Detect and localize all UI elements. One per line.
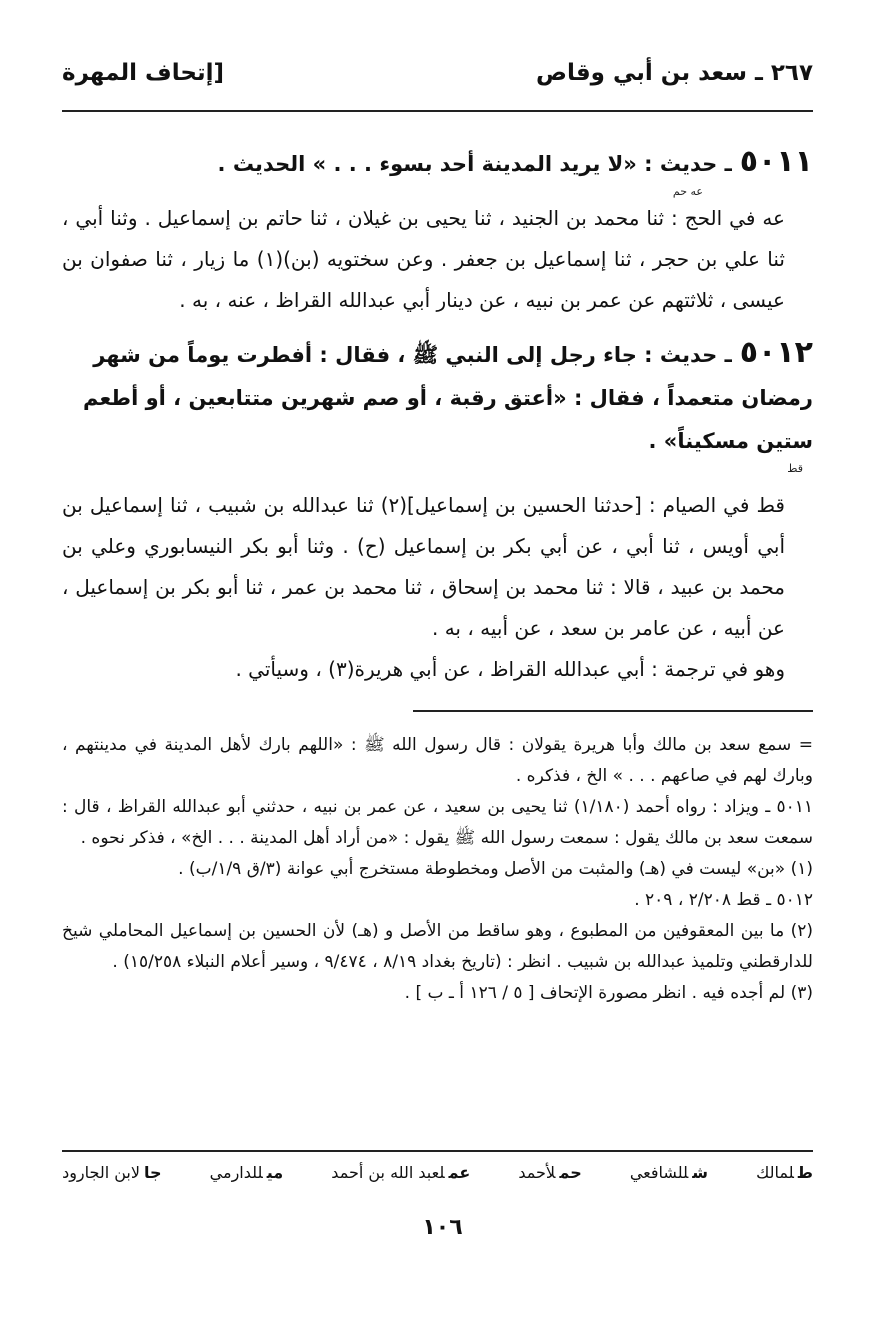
abbrev-item: ميللدارمي — [209, 1163, 284, 1182]
book-title: [إتحاف المهرة — [62, 60, 224, 86]
footnote: (٢) ما بين المعقوفين من المطبوع ، وهو ساقط من الأصل و (هـ) لأن الحسين بن إسماعيل المحاملي شيخ للدارقطني وتلميذ عبدالله بن شبيب . انظر : (تاريخ بغداد ٨/١٩ ، ٩/٤٧٤ ، وسير أعلام النبلاء ١٥/٢٥٨) . — [62, 921, 813, 972]
page-number: ١٠٦ — [422, 1215, 463, 1240]
footnote: ٥٠١١ ـ ويزاد : رواه أحمد (١/١٨٠) ثنا يحيى بن سعيد ، عن عمر بن نبيه ، حدثني أبو عبدالله القراظ ، قال : سمعت سعد بن مالك يقول : سمعت رسول الله ﷺ يقول : «من أراد أهل المدينة . . . الخ» ، فذكر نحوه . — [62, 797, 813, 848]
main-text — [62, 140, 813, 690]
entry-5012-tail: وهو في ترجمة : أبي عبدالله القراظ ، عن أبي هريرة(٣) ، وسيأتي . — [235, 657, 785, 681]
footer-rule — [62, 1150, 813, 1152]
abbrev-item: جالابن الجارود — [62, 1163, 162, 1182]
entry-5011-text: عه في الحج : ثنا محمد بن الجنيد ، ثنا يحيى بن غيلان ، ثنا حاتم بن إسماعيل . وثنا أبي ، ثنا علي بن حجر ، ثنا إسماعيل بن جعفر . وعن سختويه (بن)(١) ما زيار ، ثنا صفوان بن عيسى ، ثلاثتهم عن عمر بن نبيه ، عن دينار أبي عبدالله القراظ ، عنه ، به . — [62, 206, 785, 312]
footnotes — [62, 730, 813, 1009]
entry-5011-heading — [62, 140, 813, 186]
entry-5012-title: ـ حديث : جاء رجل إلى النبي ﷺ ، فقال : أفطرت يوماً من شهر رمضان متعمداً ، فقال : «أعتق رقبة ، أو صم شهرين متتابعين ، أو أطعم ستين مسكيناً» . — [82, 343, 813, 453]
footnote: (٣) لم أجده فيه . انظر مصورة الإتحاف [ ٥ / ١٢٦ أ ـ ب ] . — [404, 983, 813, 1003]
entry-5012-number: ٥٠١٢ — [739, 335, 813, 370]
header-rule — [62, 110, 813, 112]
entry-5012-sigla: قط — [787, 462, 803, 475]
abbreviation-key — [62, 1163, 813, 1182]
abbrev-item: شللشافعي — [629, 1163, 709, 1182]
entry-5011-sigla: عه حم — [672, 185, 703, 198]
entry-5011-title: ـ حديث : «لا يريد المدينة أحد بسوء . . . » الحديث . — [217, 152, 732, 176]
footnote-rule — [413, 710, 813, 712]
footnote: (١) «بن» ليست في (هـ) والمثبت من الأصل ومخطوطة مستخرج أبي عوانة (٣/ق ١/٩/ب) . — [178, 859, 813, 879]
abbrev-item: طلمالك — [756, 1163, 813, 1182]
running-header — [62, 60, 813, 94]
section-title: ٢٦٧ ـ سعد بن أبي وقاص — [536, 60, 813, 86]
footnote: = سمع سعد بن مالك وأبا هريرة يقولان : قال رسول الله ﷺ : «اللهم بارك لأهل المدينة في مدينتهم ، وبارك لهم في صاعهم . . . » الخ ، فذكره . — [62, 735, 813, 786]
abbrev-item: عملعبد الله بن أحمد — [331, 1163, 471, 1182]
entry-5011-number: ٥٠١١ — [739, 144, 813, 179]
entry-5012-heading — [62, 331, 813, 463]
abbrev-item: حملأحمد — [518, 1163, 582, 1182]
entry-5012-text: قط في الصيام : [حدثنا الحسين بن إسماعيل](٢) ثنا عبدالله بن شبيب ، ثنا إسماعيل بن أبي أويس ، ثنا أبي ، عن أبي بكر بن إسماعيل (ح) . وثنا أبو بكر النيسابوري وعلي بن محمد بن عبيد ، قالا : ثنا محمد بن إسحاق ، ثنا محمد بن عمر ، ثنا أبو بكر بن إسماعيل ، عن أبيه ، عن عامر بن سعد ، عن أبيه ، به . — [62, 493, 785, 640]
footnote: ٥٠١٢ ـ قط ٢/٢٠٨ ، ٢٠٩ . — [634, 890, 813, 910]
